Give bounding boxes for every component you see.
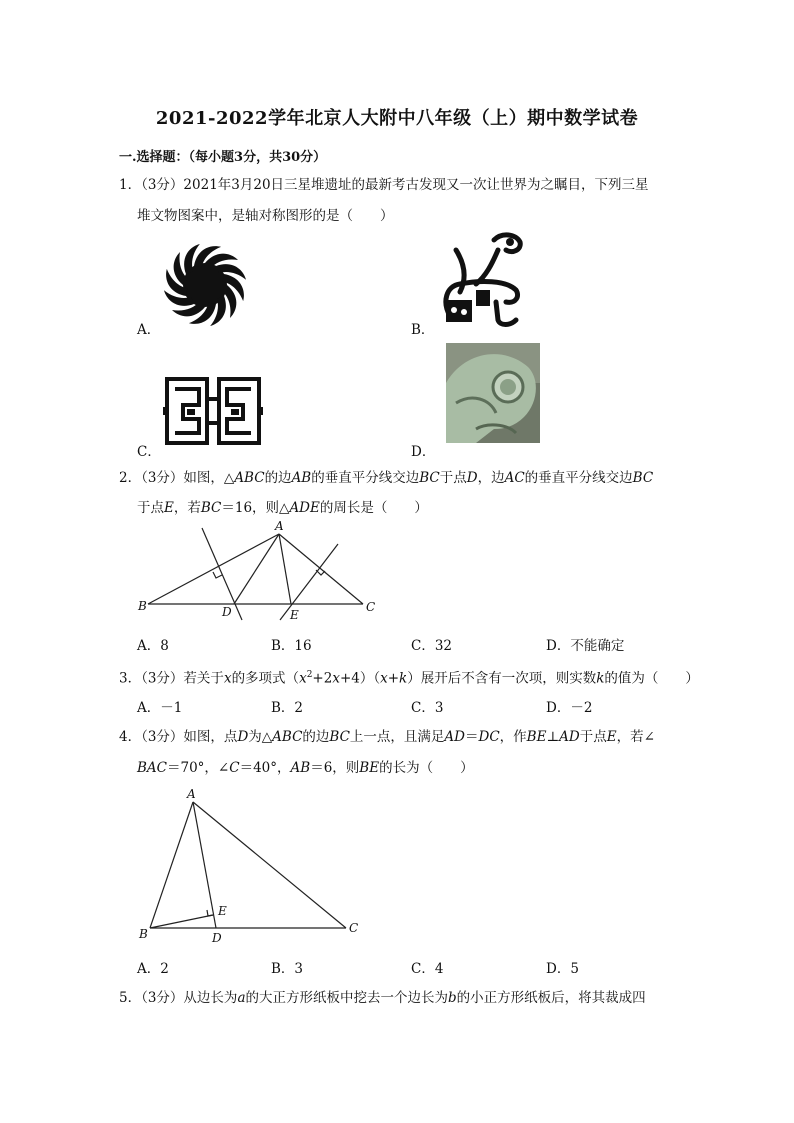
q4-option-a[interactable]: A．2 [137, 961, 169, 977]
q3-option-c[interactable]: C．3 [411, 700, 444, 716]
section-heading: 一.选择题：（每小题3分，共30分） [119, 150, 327, 165]
q2-triangle-figure [130, 516, 390, 624]
q4-label-c: C [349, 921, 359, 935]
q3-option-a[interactable]: A．－1 [137, 700, 183, 716]
q2-option-a[interactable]: A．8 [137, 638, 169, 654]
q2-line-1: 2．（3分）如图，△ABC的边AB的垂直平分线交边BC于点D，边AC的垂直平分线交边BC [119, 470, 654, 486]
q3-option-b[interactable]: B．2 [271, 700, 304, 716]
q4-label-d: D [212, 931, 222, 944]
q3-line-1: 3．（3分）若关于x的多项式$(x^2+2x+4)(x+k)$展开后不含有一次项，则实数k的值为（ ） [119, 670, 699, 687]
q2-option-d[interactable]: D．不能确定 [546, 638, 625, 654]
q3-option-d[interactable]: D．－2 [546, 700, 593, 716]
q4-triangle-figure [130, 784, 370, 944]
q4-option-b[interactable]: B．3 [271, 961, 304, 977]
q1-option-d[interactable]: D． [411, 444, 436, 460]
q2-line-2: 于点E，若BC＝16，则△ADE的周长是（ ） [137, 500, 428, 516]
q1-line-1: 1．（3分）2021年3月20日三星堆遗址的最新考古发现又一次让世界为之瞩目，下列三星 [119, 177, 649, 193]
bird-pattern-image [436, 230, 528, 328]
page-title: 2021-2022学年北京人大附中八年级（上）期中数学试卷 [155, 108, 639, 129]
q2-label-e: E [290, 608, 299, 622]
q4-option-d[interactable]: D．5 [546, 961, 579, 977]
q4-line-1: 4．（3分）如图，点D为△ABC的边BC上一点，且满足AD＝DC，作BE⊥AD于点E，若∠ [119, 729, 655, 745]
q2-label-b: B [138, 599, 147, 613]
q2-label-d: D [222, 605, 232, 619]
q4-label-a: A [187, 787, 196, 801]
q2-option-c[interactable]: C．32 [411, 638, 453, 654]
q1-option-a[interactable]: A． [137, 322, 161, 338]
q4-line-2: BAC＝70°，∠C＝40°，AB＝6，则BE的长为（ ） [137, 760, 474, 776]
bronze-bird-head-photo [446, 343, 540, 443]
q2-option-b[interactable]: B．16 [271, 638, 312, 654]
bronze-mask-pattern-image [163, 375, 263, 447]
swirl-sun-image [164, 244, 246, 326]
q4-label-b: B [139, 927, 148, 941]
q4-option-c[interactable]: C．4 [411, 961, 444, 977]
q4-label-e: E [218, 904, 227, 918]
q2-label-a: A [275, 519, 284, 533]
q1-option-c[interactable]: C． [137, 444, 161, 460]
q1-line-2: 堆文物图案中，是轴对称图形的是（ ） [137, 208, 394, 224]
q2-label-c: C [366, 600, 376, 614]
q1-option-b[interactable]: B． [411, 322, 435, 338]
q5-line-1: 5．（3分）从边长为a的大正方形纸板中挖去一个边长为b的小正方形纸板后，将其裁成四 [119, 990, 646, 1006]
